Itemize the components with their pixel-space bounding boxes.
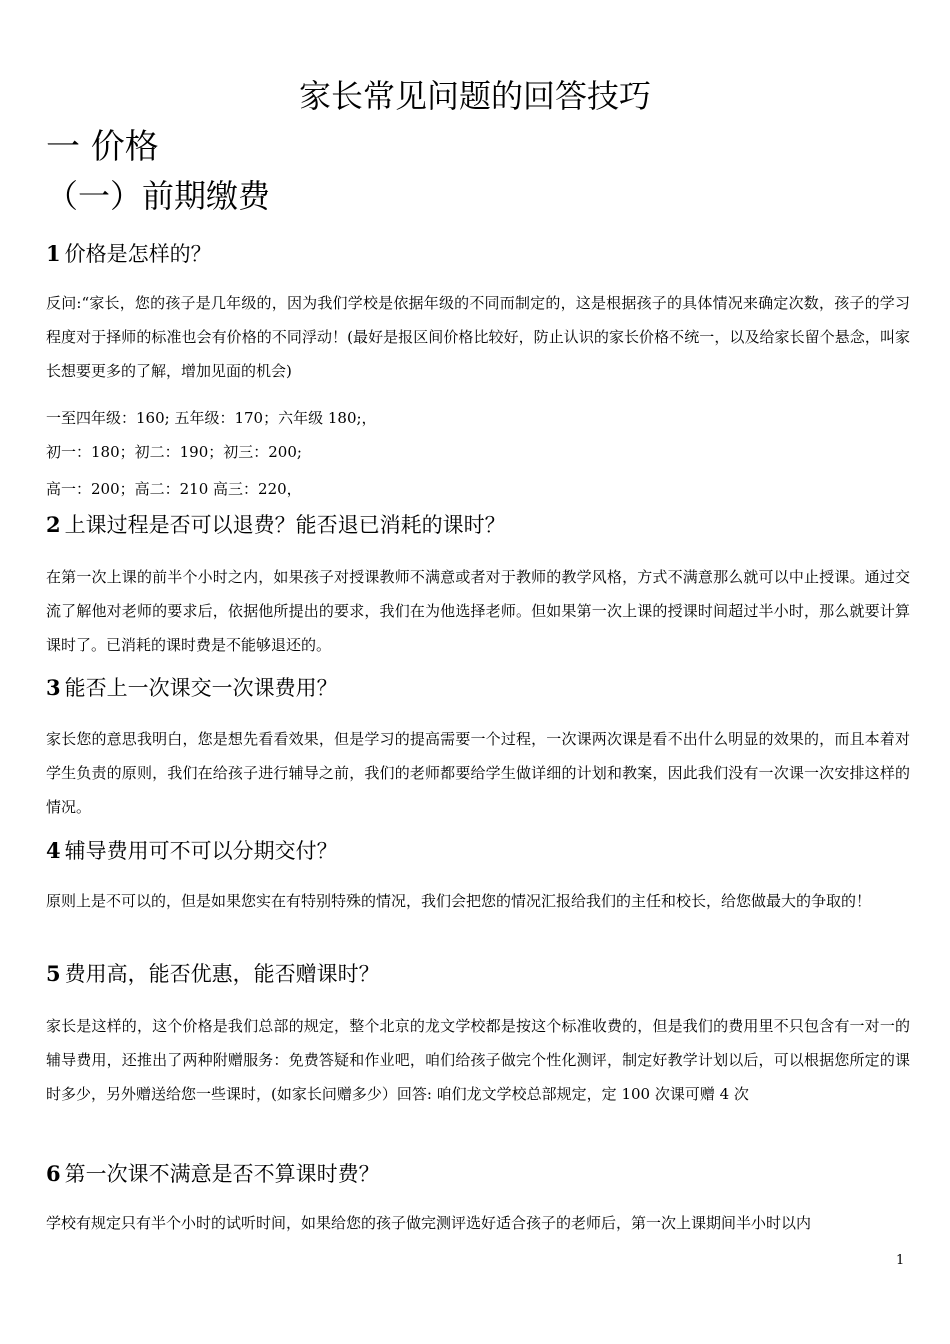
- question-heading: [46, 672, 338, 704]
- question-text: 费用高，能否优惠，能否赠课时？: [64, 962, 380, 986]
- question-number: 4: [46, 838, 61, 863]
- section-heading: 一 价格: [46, 127, 159, 167]
- page-number: 1: [896, 1253, 905, 1268]
- answer-paragraph: 反问:“家长，您的孩子是几年级的，因为我们学校是依据年级的不同而制定的，这是根据孩子的具体情况来确定次数，孩子的学习程度对于择师的标准也会有价格的不同浮动！(最好是报区间价格比较好，防止认识的家长价格不统一，以及给家长留个悬念，叫家长想要更多的了解，增加见面的机会): [46, 294, 910, 380]
- question-number: 1: [46, 241, 61, 266]
- question-text: 第一次课不满意是否不算课时费？: [64, 1162, 380, 1186]
- question-number: 5: [46, 961, 61, 986]
- answer-paragraph: 家长您的意思我明白，您是想先看看效果，但是学习的提高需要一个过程，一次课两次课是看不出什么明显的效果的，而且本着对学生负责的原则，我们在给孩子进行辅导之前，我们的老师都要给学生做详细的计划和教案，因此我们没有一次课一次安排这样的情况。: [46, 730, 910, 816]
- price-line: 初一：180；初二：190；初三：200;: [46, 443, 302, 461]
- question-number: 2: [46, 512, 61, 537]
- question-heading: [46, 238, 212, 270]
- question-text: 辅导费用可不可以分期交付？: [64, 839, 338, 863]
- question-number: 6: [46, 1161, 61, 1186]
- answer-paragraph: 学校有规定只有半个小时的试听时间，如果给您的孩子做完测评选好适合孩子的老师后，第一次上课期间半小时以内: [46, 1214, 812, 1232]
- question-heading: [46, 958, 380, 990]
- price-line: 一至四年级：160; 五年级：170；六年级 180;，: [46, 409, 377, 427]
- subsection-heading: （一）前期缴费: [46, 177, 271, 215]
- question-number: 3: [46, 675, 61, 700]
- question-heading: [46, 509, 506, 541]
- question-text: 价格是怎样的？: [64, 242, 212, 266]
- answer-paragraph: 在第一次上课的前半个小时之内，如果孩子对授课教师不满意或者对于教师的教学风格，方式不满意那么就可以中止授课。通过交流了解他对老师的要求后，依据他所提出的要求，我们在为他选择老师。但如果第一次上课的授课时间超过半小时，那么就要计算课时了。已消耗的课时费是不能够退还的。: [46, 568, 910, 654]
- question-text: 上课过程是否可以退费？能否退已消耗的课时？: [64, 513, 506, 537]
- document-title: 家长常见问题的回答技巧: [298, 77, 651, 115]
- price-line: 高一：200；高二：210 高三：220，: [46, 480, 302, 498]
- answer-paragraph: 家长是这样的，这个价格是我们总部的规定，整个北京的龙文学校都是按这个标准收费的，但是我们的费用里不只包含有一对一的辅导费用，还推出了两种附赠服务：免费答疑和作业吧，咱们给孩子做完个性化测评，制定好教学计划以后，可以根据您所定的课时多少，另外赠送给您一些课时，(如家长问赠多少）回答: 咱们龙文学校总部规定，定 100 次课可赠 4 次: [46, 1017, 910, 1103]
- question-text: 能否上一次课交一次课费用？: [64, 676, 338, 700]
- question-heading: [46, 1158, 380, 1190]
- question-heading: [46, 835, 338, 867]
- answer-paragraph: 原则上是不可以的，但是如果您实在有特别特殊的情况，我们会把您的情况汇报给我们的主任和校长，给您做最大的争取的！: [46, 892, 872, 910]
